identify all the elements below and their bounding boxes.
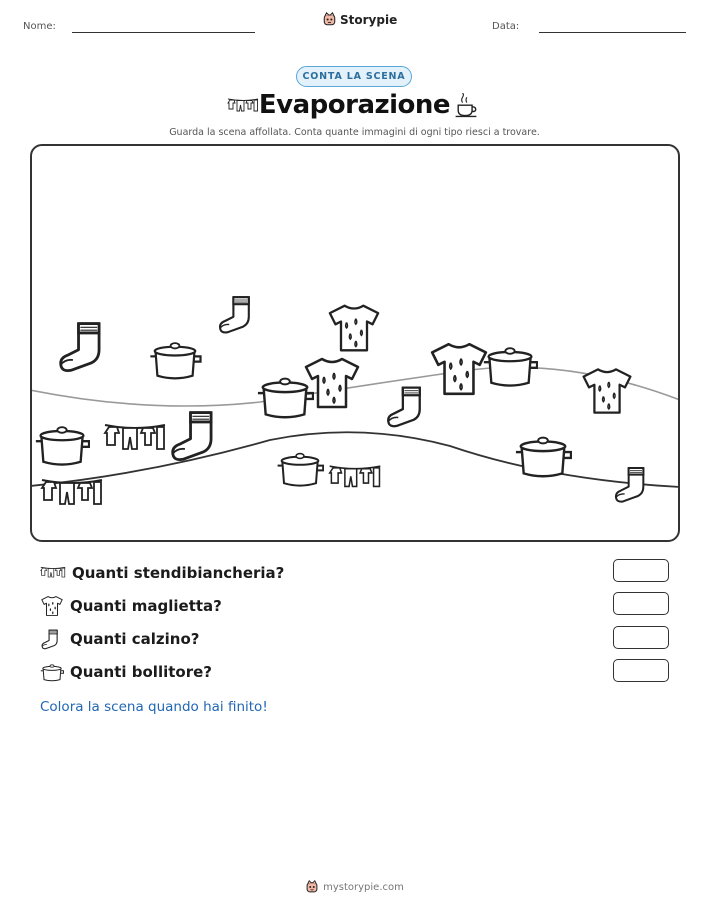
- counting-scene[interactable]: [30, 144, 680, 542]
- mascot-icon: [305, 880, 319, 894]
- pot-icon: [258, 379, 313, 418]
- scene-artwork: [30, 144, 680, 542]
- pot-icon: [484, 348, 537, 385]
- coloring-hint: Colora la scena quando hai finito!: [40, 699, 268, 715]
- clothesline-icon: [105, 425, 165, 449]
- pot-icon: [40, 662, 64, 682]
- sock-icon: [40, 628, 64, 650]
- sock-icon: [388, 388, 420, 427]
- question-row: [40, 627, 199, 651]
- clothesline-icon: [42, 480, 102, 504]
- instructions: Guarda la scena affollata. Conta quante immagini di ogni tipo riesci a trovare.: [169, 127, 540, 138]
- shirt-icon: [330, 306, 378, 351]
- question-text: Quanti bollitore?: [70, 663, 212, 681]
- question-row: [40, 561, 284, 585]
- brand-name: Storypie: [340, 12, 398, 27]
- question-text: Quanti stendibiancheria?: [72, 564, 285, 582]
- teacup-icon: [453, 93, 479, 119]
- activity-badge: CONTA LA SCENA: [296, 66, 412, 87]
- shirt-icon: [584, 369, 631, 412]
- pot-icon: [278, 454, 324, 486]
- answer-box[interactable]: [613, 626, 669, 649]
- question-row: [40, 660, 212, 684]
- clothesline-icon: [330, 466, 381, 486]
- pot-icon: [36, 427, 89, 464]
- brand-logo: [322, 12, 397, 27]
- page-title: Evaporazione: [258, 90, 451, 120]
- pot-icon: [150, 343, 200, 378]
- answer-box[interactable]: [613, 659, 669, 682]
- sock-icon: [616, 468, 643, 502]
- mascot-icon: [322, 12, 337, 27]
- name-label: Nome:: [23, 21, 56, 32]
- answer-box[interactable]: [613, 559, 669, 582]
- footer: [0, 880, 709, 894]
- name-field[interactable]: [72, 32, 255, 33]
- question-text: Quanti calzino?: [70, 630, 200, 648]
- question-row: [40, 594, 222, 618]
- sock-icon: [220, 297, 249, 332]
- pot-icon: [516, 438, 571, 477]
- shirt-icon: [40, 595, 64, 617]
- footer-url[interactable]: mystorypie.com: [323, 881, 404, 893]
- sock-icon: [61, 324, 99, 371]
- question-text: Quanti maglietta?: [70, 597, 222, 615]
- date-label: Data:: [492, 21, 520, 32]
- sock-icon: [173, 413, 211, 460]
- date-field[interactable]: [539, 32, 686, 33]
- clothesline-icon: [40, 564, 66, 582]
- answer-box[interactable]: [613, 592, 669, 615]
